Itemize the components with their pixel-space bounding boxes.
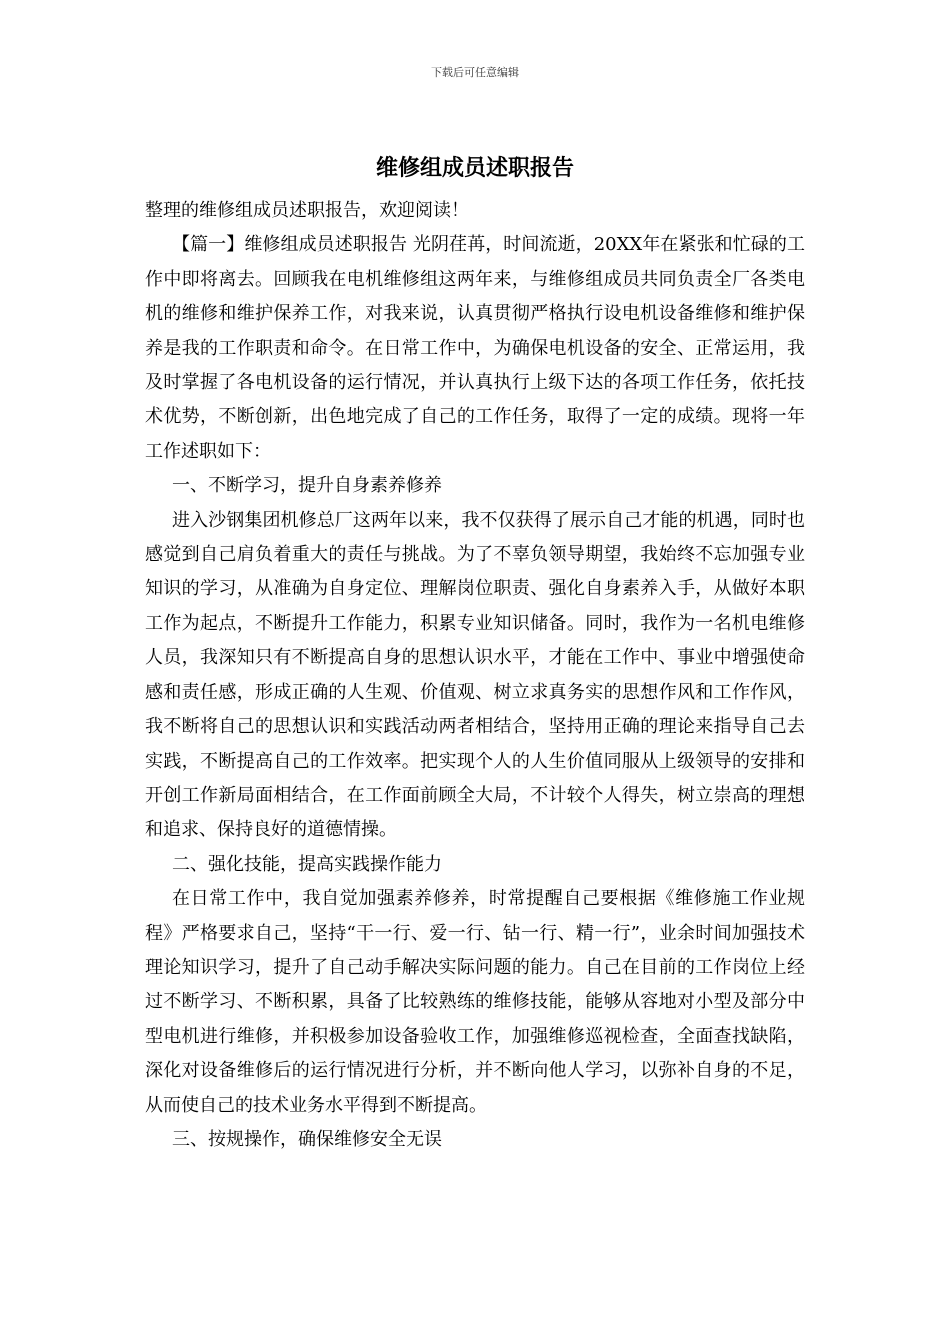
body-paragraph: 【篇一】维修组成员述职报告 光阴荏苒，时间流逝，20XX年在紧张和忙碌的工作中即将离去。回顾我在电机维修组这两年来，与维修组成员共同负责全厂各类电机的维修和维护保养工作，对我来说，认真贯彻严格执行设电机设备维修和维护保养是我的工作职责和命令。在日常工作中，为确保电机设备的安全、正常运用，我及时掌握了各电机设备的运行情况，并认真执行上级下达的各项工作任务，依托技术优势，不断创新，出色地完成了自己的工作任务，取得了一定的成绩。现将一年工作述职如下：: [145, 234, 805, 462]
body-paragraph: 在日常工作中，我自觉加强素养修养，时常提醒自己要根据《维修施工作业规程》严格要求自己，坚持“干一行、爱一行、钻一行、精一行”，业余时间加强技术理论知识学习，提升了自己动手解决实际问题的能力。自己在目前的工作岗位上经过不断学习、不断积累，具备了比较熟练的维修技能，能够从容地对小型及部分中型电机进行维修，并积极参加设备验收工作，加强维修巡视检查，全面查找缺陷，深化对设备维修后的运行情况进行分析，并不断向他人学习，以弥补自身的不足，从而使自己的技术业务水平得到不断提高。: [145, 888, 805, 1116]
section-heading: 二、强化技能，提高实践操作能力: [172, 853, 442, 875]
section-heading: 一、不断学习，提升自身素养修养: [172, 475, 442, 497]
header-note: 下载后可任意编辑: [431, 66, 519, 79]
document-body: [145, 194, 805, 1157]
section-heading: 三、按规操作，确保维修安全无误: [172, 1128, 442, 1150]
body-paragraph: 进入沙钢集团机修总厂这两年以来，我不仅获得了展示自己才能的机遇，同时也感觉到自己肩负着重大的责任与挑战。为了不辜负领导期望，我始终不忘加强专业知识的学习，从准确为自身定位、理解岗位职责、强化自身素养入手，从做好本职工作为起点，不断提升工作能力，积累专业知识储备。同时，我作为一名机电维修人员，我深知只有不断提高自身的思想认识水平，才能在工作中、事业中增强使命感和责任感，形成正确的人生观、价值观、树立求真务实的思想作风和工作作风，我不断将自己的思想认识和实践活动两者相结合，坚持用正确的理论来指导自己去实践，不断提高自己的工作效率。把实现个人的人生价值同服从上级领导的安排和开创工作新局面相结合，在工作面前顾全大局，不计较个人得失，树立崇高的理想和追求、保持良好的道德情操。: [145, 509, 805, 841]
document-title: 维修组成员述职报告: [375, 155, 574, 181]
intro-paragraph: 整理的维修组成员述职报告，欢迎阅读！: [145, 200, 469, 221]
